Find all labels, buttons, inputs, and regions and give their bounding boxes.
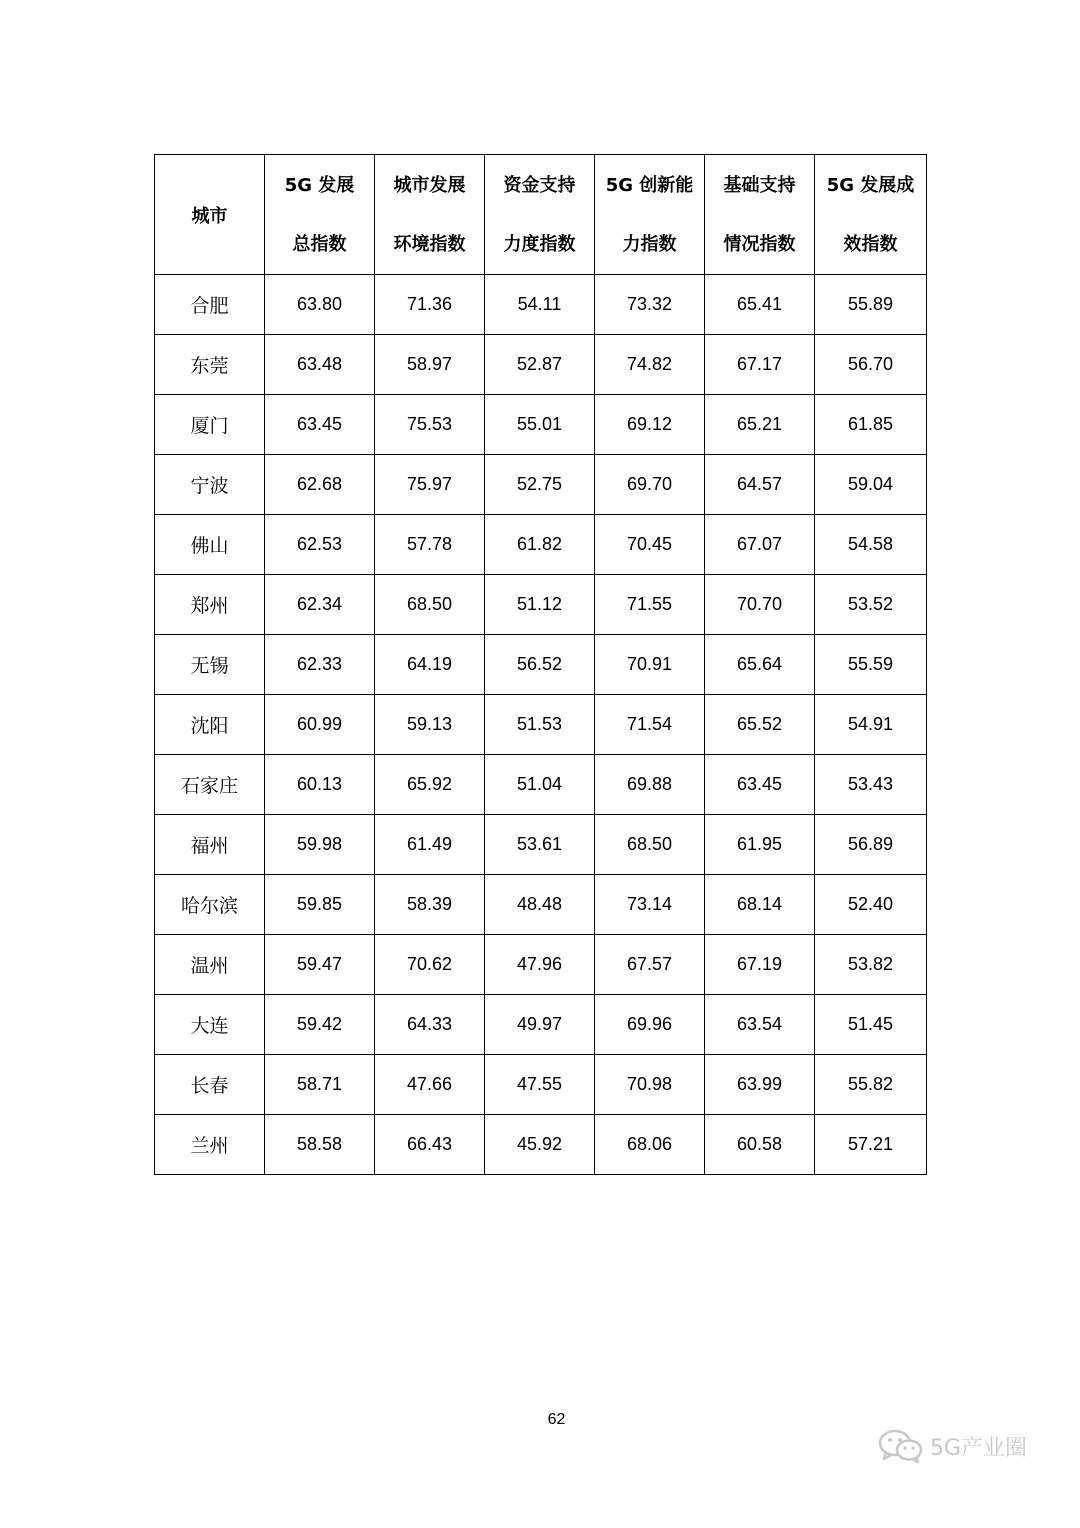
value-cell: 59.98 bbox=[265, 815, 375, 875]
table-row bbox=[155, 275, 927, 335]
table-row bbox=[155, 695, 927, 755]
value-cell: 75.53 bbox=[375, 395, 485, 455]
value-cell: 58.97 bbox=[375, 335, 485, 395]
value-cell: 56.89 bbox=[815, 815, 927, 875]
value-cell: 68.14 bbox=[705, 875, 815, 935]
value-cell: 55.01 bbox=[485, 395, 595, 455]
table-body bbox=[155, 275, 927, 1175]
value-cell: 70.45 bbox=[595, 515, 705, 575]
value-cell: 74.82 bbox=[595, 335, 705, 395]
value-cell: 65.21 bbox=[705, 395, 815, 455]
city-cell: 无锡 bbox=[155, 635, 265, 695]
value-cell: 62.33 bbox=[265, 635, 375, 695]
value-cell: 59.85 bbox=[265, 875, 375, 935]
value-cell: 58.39 bbox=[375, 875, 485, 935]
value-cell: 61.82 bbox=[485, 515, 595, 575]
value-cell: 55.59 bbox=[815, 635, 927, 695]
value-cell: 60.13 bbox=[265, 755, 375, 815]
value-cell: 55.82 bbox=[815, 1055, 927, 1115]
value-cell: 57.78 bbox=[375, 515, 485, 575]
watermark bbox=[878, 1424, 1027, 1468]
city-cell: 哈尔滨 bbox=[155, 875, 265, 935]
header-5g-achievement-index: 5G 发展成 效指数 bbox=[815, 155, 927, 275]
city-cell: 兰州 bbox=[155, 1115, 265, 1175]
value-cell: 70.70 bbox=[705, 575, 815, 635]
header-funding-support-index: 资金支持 力度指数 bbox=[485, 155, 595, 275]
value-cell: 71.36 bbox=[375, 275, 485, 335]
value-cell: 52.75 bbox=[485, 455, 595, 515]
value-cell: 47.55 bbox=[485, 1055, 595, 1115]
value-cell: 51.04 bbox=[485, 755, 595, 815]
table-row bbox=[155, 1055, 927, 1115]
table-row bbox=[155, 575, 927, 635]
table-row bbox=[155, 335, 927, 395]
header-row bbox=[155, 155, 927, 275]
value-cell: 49.97 bbox=[485, 995, 595, 1055]
value-cell: 69.70 bbox=[595, 455, 705, 515]
wechat-icon bbox=[878, 1428, 924, 1464]
value-cell: 70.62 bbox=[375, 935, 485, 995]
value-cell: 66.43 bbox=[375, 1115, 485, 1175]
value-cell: 53.61 bbox=[485, 815, 595, 875]
city-index-table bbox=[154, 154, 927, 1175]
table-row bbox=[155, 815, 927, 875]
value-cell: 53.52 bbox=[815, 575, 927, 635]
value-cell: 60.58 bbox=[705, 1115, 815, 1175]
value-cell: 71.55 bbox=[595, 575, 705, 635]
watermark-text: 5G产业圈 bbox=[930, 1435, 1028, 1461]
value-cell: 69.88 bbox=[595, 755, 705, 815]
city-cell: 合肥 bbox=[155, 275, 265, 335]
value-cell: 67.57 bbox=[595, 935, 705, 995]
value-cell: 47.96 bbox=[485, 935, 595, 995]
value-cell: 58.71 bbox=[265, 1055, 375, 1115]
city-cell: 东莞 bbox=[155, 335, 265, 395]
header-5g-total-index: 5G 发展 总指数 bbox=[265, 155, 375, 275]
table-row bbox=[155, 995, 927, 1055]
table-row bbox=[155, 755, 927, 815]
table-row bbox=[155, 1115, 927, 1175]
table-row bbox=[155, 455, 927, 515]
value-cell: 59.04 bbox=[815, 455, 927, 515]
value-cell: 68.06 bbox=[595, 1115, 705, 1175]
value-cell: 59.47 bbox=[265, 935, 375, 995]
value-cell: 62.53 bbox=[265, 515, 375, 575]
value-cell: 63.54 bbox=[705, 995, 815, 1055]
value-cell: 65.52 bbox=[705, 695, 815, 755]
city-cell: 宁波 bbox=[155, 455, 265, 515]
city-cell: 温州 bbox=[155, 935, 265, 995]
value-cell: 64.19 bbox=[375, 635, 485, 695]
value-cell: 54.91 bbox=[815, 695, 927, 755]
value-cell: 71.54 bbox=[595, 695, 705, 755]
value-cell: 53.82 bbox=[815, 935, 927, 995]
table-row bbox=[155, 635, 927, 695]
value-cell: 58.58 bbox=[265, 1115, 375, 1175]
value-cell: 63.45 bbox=[705, 755, 815, 815]
value-cell: 65.92 bbox=[375, 755, 485, 815]
value-cell: 51.45 bbox=[815, 995, 927, 1055]
city-cell: 大连 bbox=[155, 995, 265, 1055]
value-cell: 57.21 bbox=[815, 1115, 927, 1175]
value-cell: 64.57 bbox=[705, 455, 815, 515]
city-cell: 长春 bbox=[155, 1055, 265, 1115]
city-cell: 石家庄 bbox=[155, 755, 265, 815]
value-cell: 48.48 bbox=[485, 875, 595, 935]
value-cell: 60.99 bbox=[265, 695, 375, 755]
value-cell: 59.42 bbox=[265, 995, 375, 1055]
table-row bbox=[155, 875, 927, 935]
value-cell: 67.07 bbox=[705, 515, 815, 575]
value-cell: 56.52 bbox=[485, 635, 595, 695]
city-cell: 福州 bbox=[155, 815, 265, 875]
value-cell: 61.95 bbox=[705, 815, 815, 875]
table-row bbox=[155, 395, 927, 455]
value-cell: 70.98 bbox=[595, 1055, 705, 1115]
value-cell: 63.80 bbox=[265, 275, 375, 335]
value-cell: 69.96 bbox=[595, 995, 705, 1055]
table-row bbox=[155, 515, 927, 575]
value-cell: 47.66 bbox=[375, 1055, 485, 1115]
table-row bbox=[155, 935, 927, 995]
city-cell: 沈阳 bbox=[155, 695, 265, 755]
value-cell: 63.45 bbox=[265, 395, 375, 455]
value-cell: 53.43 bbox=[815, 755, 927, 815]
value-cell: 51.53 bbox=[485, 695, 595, 755]
value-cell: 75.97 bbox=[375, 455, 485, 515]
value-cell: 61.85 bbox=[815, 395, 927, 455]
value-cell: 67.19 bbox=[705, 935, 815, 995]
page-number: 62 bbox=[547, 1411, 566, 1428]
value-cell: 67.17 bbox=[705, 335, 815, 395]
value-cell: 65.41 bbox=[705, 275, 815, 335]
value-cell: 68.50 bbox=[375, 575, 485, 635]
value-cell: 51.12 bbox=[485, 575, 595, 635]
value-cell: 73.32 bbox=[595, 275, 705, 335]
value-cell: 62.34 bbox=[265, 575, 375, 635]
value-cell: 55.89 bbox=[815, 275, 927, 335]
header-infrastructure-index: 基础支持 情况指数 bbox=[705, 155, 815, 275]
value-cell: 61.49 bbox=[375, 815, 485, 875]
value-cell: 45.92 bbox=[485, 1115, 595, 1175]
table-header bbox=[155, 155, 927, 275]
value-cell: 63.48 bbox=[265, 335, 375, 395]
value-cell: 56.70 bbox=[815, 335, 927, 395]
header-city: 城市 bbox=[155, 155, 265, 275]
city-cell: 郑州 bbox=[155, 575, 265, 635]
value-cell: 63.99 bbox=[705, 1055, 815, 1115]
header-city-environment-index: 城市发展 环境指数 bbox=[375, 155, 485, 275]
value-cell: 52.40 bbox=[815, 875, 927, 935]
value-cell: 65.64 bbox=[705, 635, 815, 695]
value-cell: 70.91 bbox=[595, 635, 705, 695]
value-cell: 59.13 bbox=[375, 695, 485, 755]
value-cell: 54.58 bbox=[815, 515, 927, 575]
value-cell: 54.11 bbox=[485, 275, 595, 335]
city-cell: 佛山 bbox=[155, 515, 265, 575]
city-cell: 厦门 bbox=[155, 395, 265, 455]
value-cell: 64.33 bbox=[375, 995, 485, 1055]
value-cell: 68.50 bbox=[595, 815, 705, 875]
header-5g-innovation-index: 5G 创新能 力指数 bbox=[595, 155, 705, 275]
value-cell: 62.68 bbox=[265, 455, 375, 515]
value-cell: 73.14 bbox=[595, 875, 705, 935]
value-cell: 52.87 bbox=[485, 335, 595, 395]
value-cell: 69.12 bbox=[595, 395, 705, 455]
